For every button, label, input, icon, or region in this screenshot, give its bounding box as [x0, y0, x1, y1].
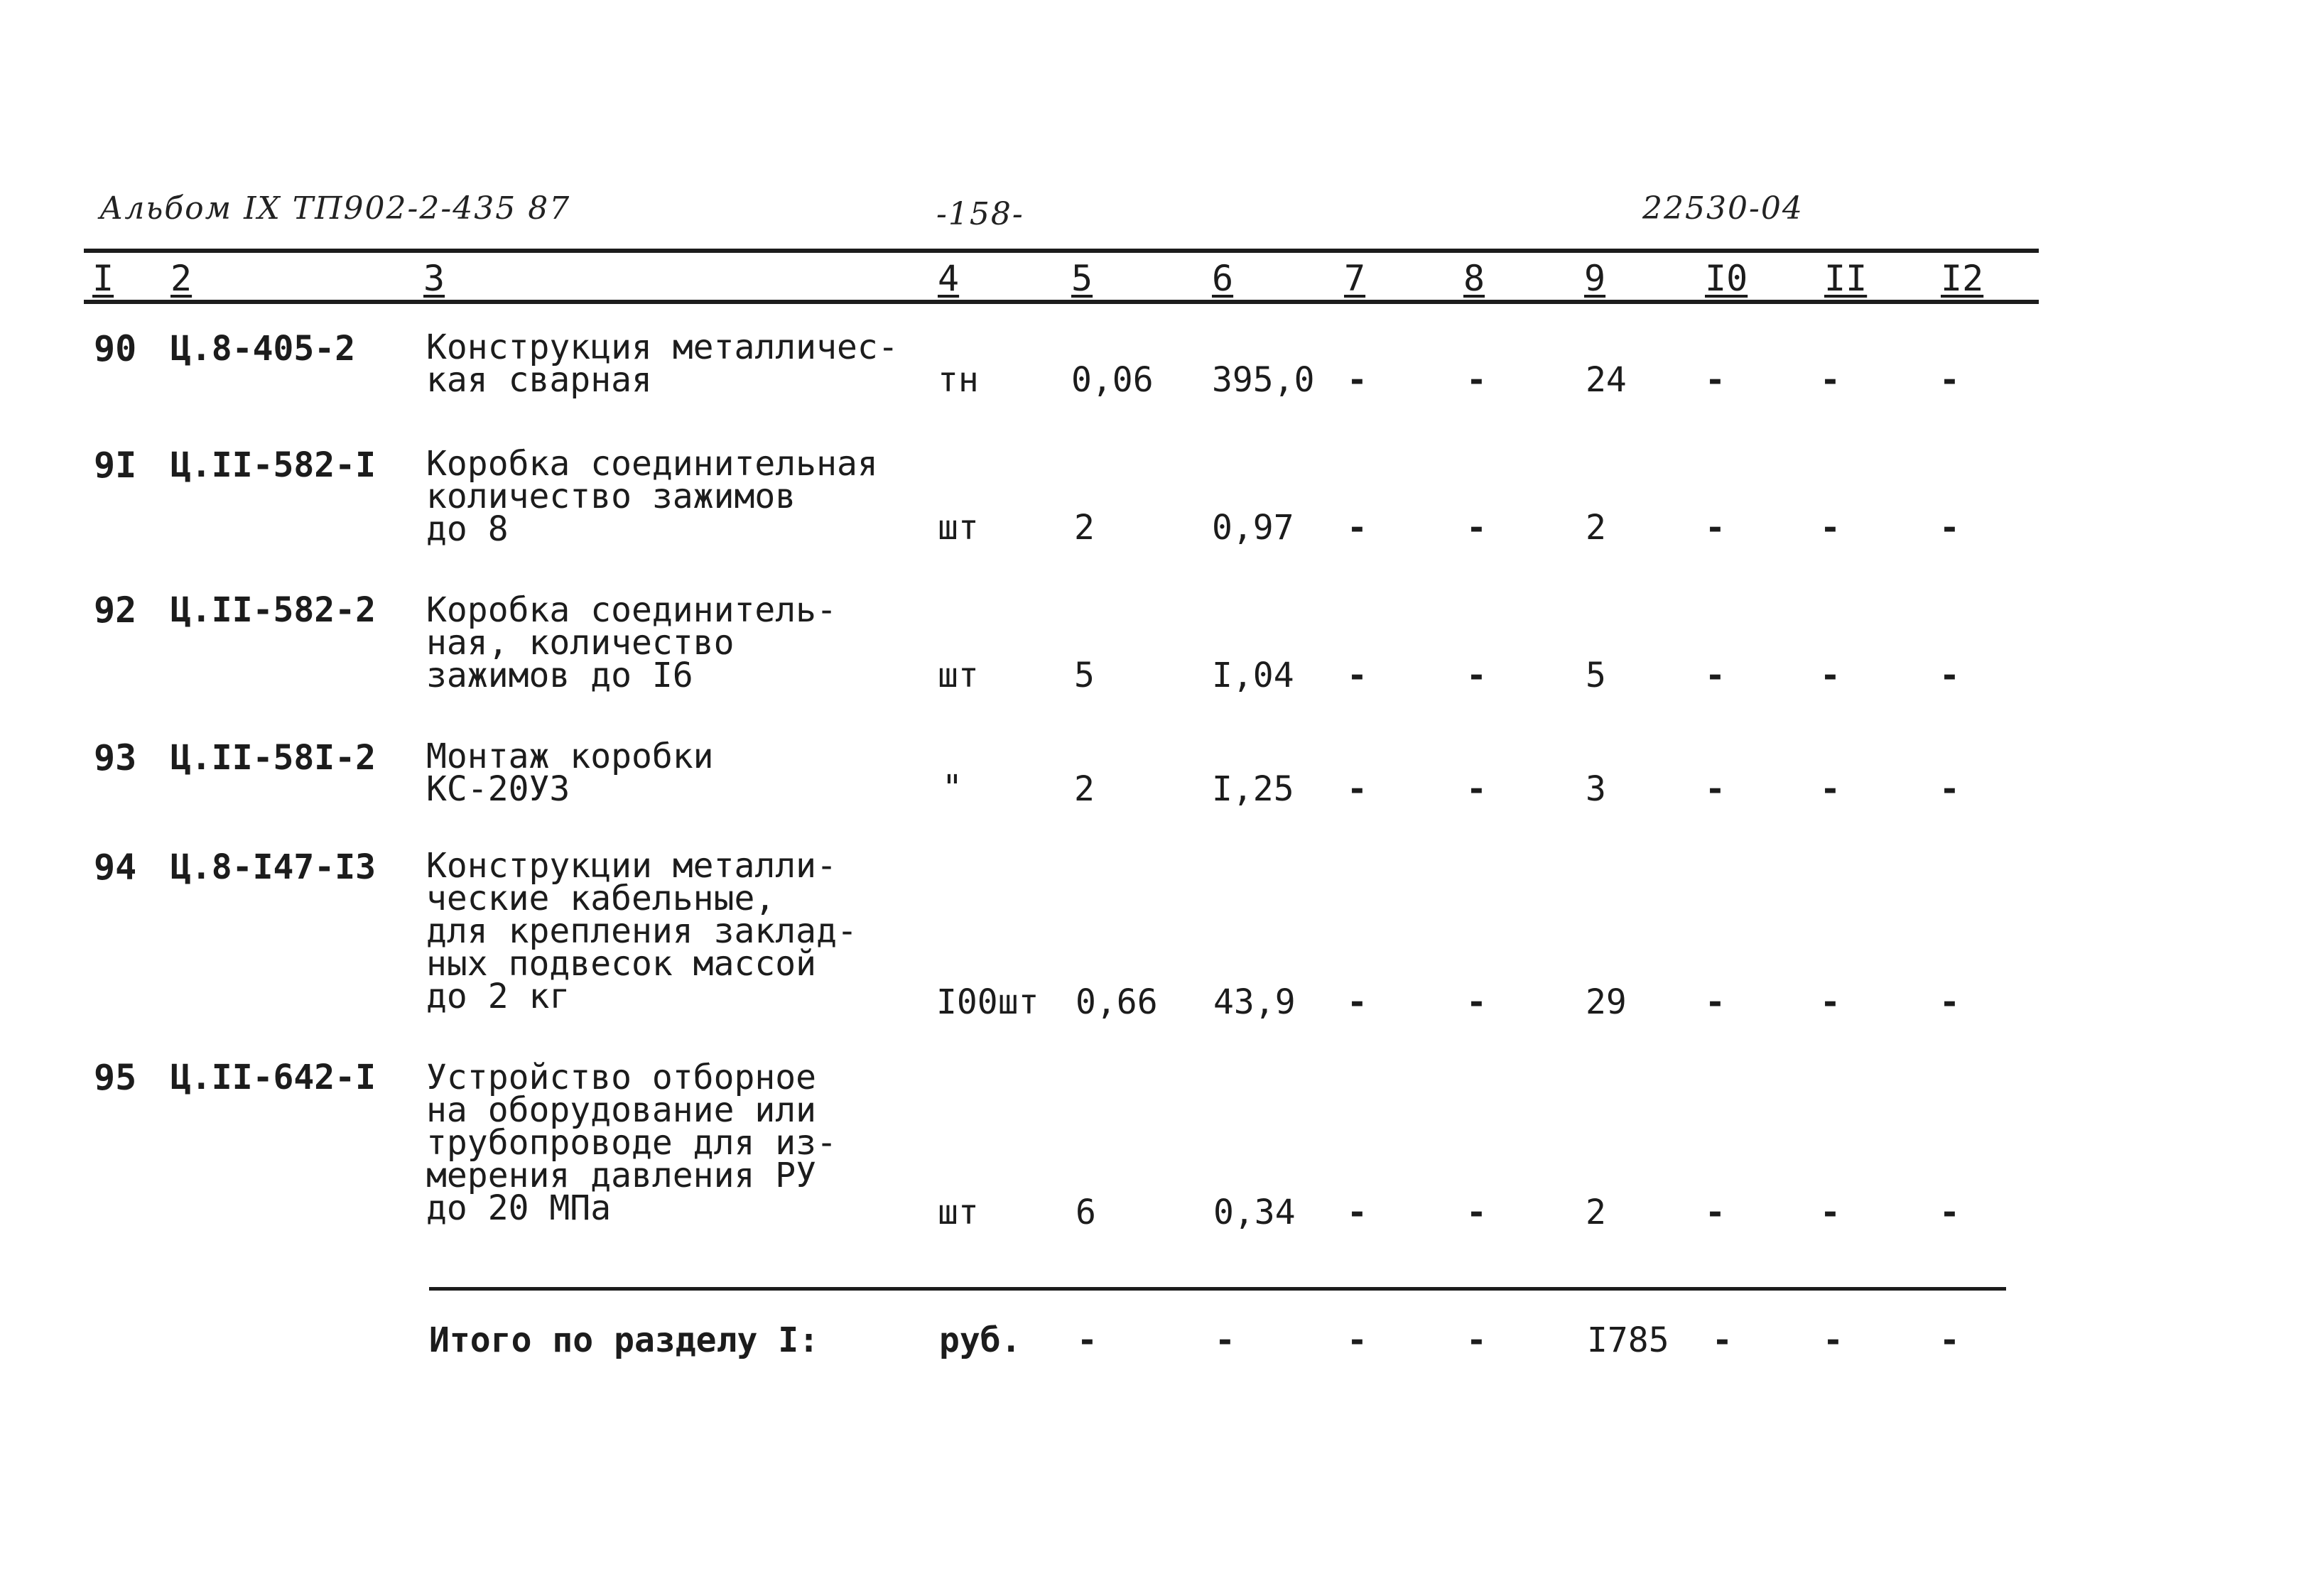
- column-header-2: 2: [170, 258, 193, 299]
- col12-value: -: [1939, 656, 1960, 695]
- column-header-1: I: [92, 258, 114, 299]
- item-name: Конструкции металли- ческие кабельные, для крепления заклад- ных подвесок массой до 2 кг: [426, 846, 857, 1016]
- col10-value: -: [1705, 982, 1725, 1022]
- total-col12: -: [1939, 1320, 1960, 1360]
- column-header-6: 6: [1212, 258, 1234, 299]
- col7-value: -: [1347, 982, 1367, 1022]
- row-number: 95: [94, 1057, 137, 1098]
- column-header-9: 9: [1584, 258, 1606, 299]
- column-header-4: 4: [938, 258, 960, 299]
- col8-value: -: [1466, 360, 1487, 400]
- col11-value: -: [1820, 769, 1841, 809]
- album-designation: Альбом IX ТП902-2-435 87: [99, 190, 571, 227]
- item-code: Ц.8-405-2: [170, 329, 356, 369]
- total-unit: руб.: [939, 1320, 1022, 1360]
- unit: тн: [938, 360, 979, 400]
- total-value: 29: [1586, 982, 1627, 1022]
- col8-value: -: [1466, 1193, 1487, 1232]
- header-top-rule: [84, 249, 2039, 253]
- col8-value: -: [1466, 656, 1487, 695]
- item-code: Ц.II-58I-2: [170, 738, 376, 778]
- col12-value: -: [1939, 508, 1960, 548]
- row-number: 93: [94, 737, 137, 778]
- column-header-5: 5: [1071, 258, 1093, 299]
- unit-price: 0,34: [1213, 1193, 1296, 1232]
- item-name: Коробка соединитель- ная, количество зажимов до I6: [426, 590, 837, 695]
- total-col6: -: [1215, 1320, 1235, 1360]
- item-name: Устройство отборное на оборудование или трубопроводе для из- мерения давления РУ до 20 МПа: [426, 1058, 837, 1228]
- unit-price: 43,9: [1213, 982, 1296, 1022]
- quantity: 0,06: [1071, 360, 1154, 400]
- column-header-11: II: [1824, 258, 1868, 299]
- col11-value: -: [1820, 656, 1841, 695]
- item-name: Конструкция металличес- кая сварная: [426, 327, 899, 400]
- column-header-10: I0: [1705, 258, 1748, 299]
- header-bottom-rule: [84, 300, 2039, 304]
- item-name: Монтаж коробки КС-20УЗ: [426, 737, 714, 809]
- unit-price: 0,97: [1212, 508, 1294, 548]
- unit: шт: [938, 1193, 979, 1232]
- unit: I00шт: [936, 982, 1039, 1022]
- row-number: 9I: [94, 445, 137, 486]
- col8-value: -: [1466, 769, 1487, 809]
- total-value: 2: [1586, 1193, 1606, 1232]
- unit-price: 395,0: [1212, 360, 1315, 400]
- col7-value: -: [1347, 360, 1367, 400]
- item-code: Ц.II-642-I: [170, 1058, 376, 1097]
- col12-value: -: [1939, 982, 1960, 1022]
- total-sum: I785: [1587, 1320, 1669, 1360]
- total-col5: -: [1077, 1320, 1098, 1360]
- page-number: -158-: [936, 196, 1024, 232]
- row-number: 94: [94, 847, 137, 888]
- row-number: 92: [94, 590, 137, 631]
- col7-value: -: [1347, 1193, 1367, 1232]
- quantity: 5: [1074, 656, 1095, 695]
- total-col10: -: [1712, 1320, 1733, 1360]
- col7-value: -: [1347, 769, 1367, 809]
- quantity: 2: [1074, 769, 1095, 809]
- unit: шт: [938, 508, 979, 548]
- col11-value: -: [1820, 982, 1841, 1022]
- col11-value: -: [1820, 1193, 1841, 1232]
- unit: шт: [938, 656, 979, 695]
- col11-value: -: [1820, 508, 1841, 548]
- col12-value: -: [1939, 769, 1960, 809]
- col10-value: -: [1705, 360, 1725, 400]
- total-col11: -: [1823, 1320, 1843, 1360]
- column-header-8: 8: [1463, 258, 1485, 299]
- item-code: Ц.II-582-I: [170, 445, 376, 485]
- col12-value: -: [1939, 360, 1960, 400]
- col10-value: -: [1705, 769, 1725, 809]
- col7-value: -: [1347, 508, 1367, 548]
- column-header-7: 7: [1344, 258, 1366, 299]
- item-code: Ц.8-I47-I3: [170, 847, 376, 887]
- total-rule: [429, 1287, 2006, 1291]
- total-value: 3: [1586, 769, 1606, 809]
- total-value: 2: [1586, 508, 1606, 548]
- document-code: 22530-04: [1642, 190, 1804, 227]
- column-header-3: 3: [423, 258, 445, 299]
- quantity: 0,66: [1076, 982, 1158, 1022]
- col10-value: -: [1705, 508, 1725, 548]
- item-name: Коробка соединительная количество зажимов до 8: [426, 444, 878, 549]
- col11-value: -: [1820, 360, 1841, 400]
- item-code: Ц.II-582-2: [170, 590, 376, 630]
- total-col8: -: [1466, 1320, 1487, 1360]
- total-value: 24: [1586, 360, 1627, 400]
- total-value: 5: [1586, 656, 1606, 695]
- unit: ": [942, 768, 963, 808]
- row-number: 90: [94, 328, 137, 369]
- col10-value: -: [1705, 656, 1725, 695]
- col8-value: -: [1466, 982, 1487, 1022]
- quantity: 6: [1076, 1193, 1096, 1232]
- unit-price: I,25: [1212, 769, 1294, 809]
- col10-value: -: [1705, 1193, 1725, 1232]
- col8-value: -: [1466, 508, 1487, 548]
- unit-price: I,04: [1212, 656, 1294, 695]
- quantity: 2: [1074, 508, 1095, 548]
- col12-value: -: [1939, 1193, 1960, 1232]
- col7-value: -: [1347, 656, 1367, 695]
- total-col7: -: [1347, 1320, 1367, 1360]
- column-header-12: I2: [1941, 258, 1984, 299]
- total-label: Итого по разделу I:: [429, 1320, 820, 1360]
